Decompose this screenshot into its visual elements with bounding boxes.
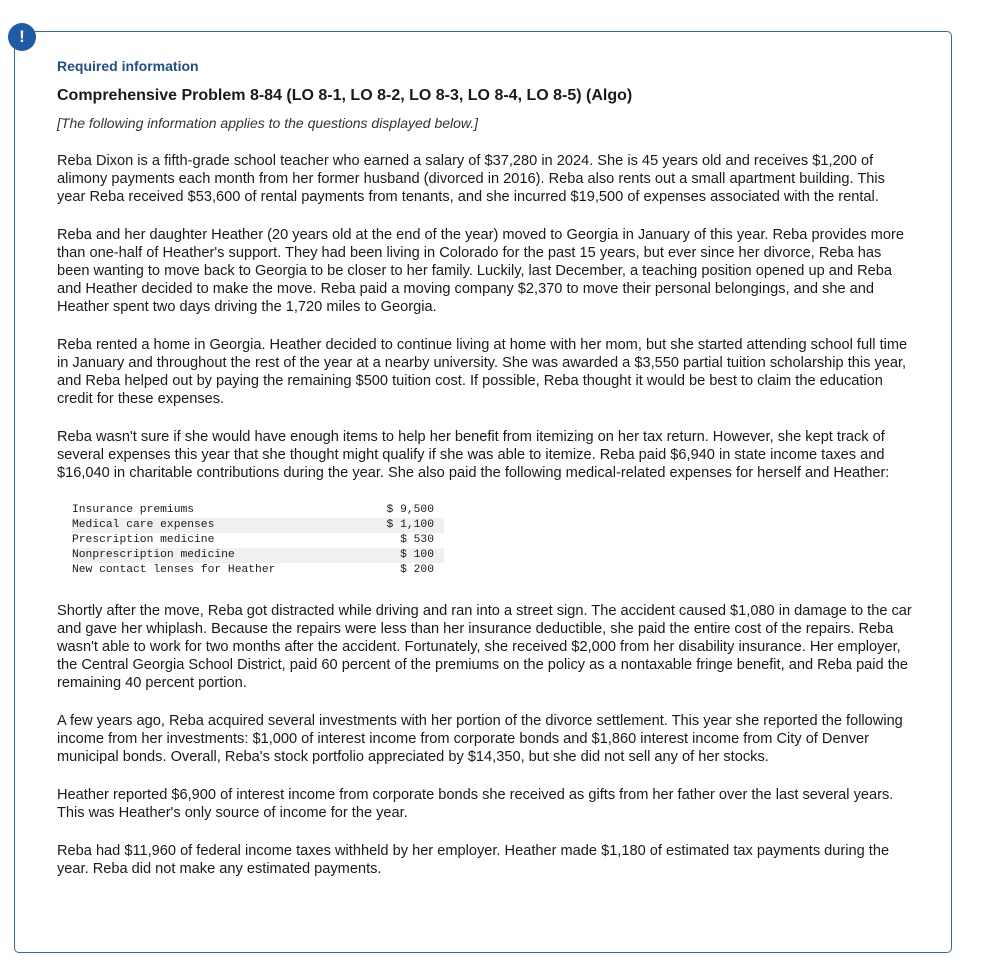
alert-icon: ! [8, 23, 36, 51]
expense-label: Prescription medicine [72, 534, 215, 546]
medical-expenses-table [72, 503, 444, 578]
paragraph-income: Reba Dixon is a fifth-grade school teacher who earned a salary of $37,280 in 2024. She is 45 years old and receives $1,200 of alimony payments each month from her former husband (divorced in 2016). Reba also rents out a small apartment building. This year Reba received $53,600 of rental payments from tenants, and she incurred $19,500 of expenses associated with the rental. [57, 153, 885, 205]
expense-label: Nonprescription medicine [72, 548, 360, 563]
table-row [72, 533, 444, 548]
required-information-heading: Required information [57, 58, 199, 74]
paragraph-itemizing: Reba wasn't sure if she would have enough items to help her benefit from itemizing on her tax return. However, she kept track of several expenses this year that she thought might qualify if she was able to itemize. Reba paid $6,940 in state income taxes and $16,040 in charitable contributions during the year. She also paid the following medical-related expenses for herself and Heather: [57, 429, 890, 481]
table-row [72, 503, 444, 518]
table-row [72, 563, 444, 578]
expense-amount: $ 9,500 [386, 504, 434, 516]
expense-label: Medical care expenses [72, 518, 360, 533]
paragraph-investments: A few years ago, Reba acquired several investments with her portion of the divorce settlement. This year she reported the following income from her investments: $1,000 of interest income from corporate bonds and $1,860 interest income from City of Denver municipal bonds. Overall, Reba's stock portfolio appreciated by $14,350, but she did not sell any of her stocks. [57, 713, 903, 765]
expense-amount: $ 1,100 [360, 518, 444, 533]
expense-label: New contact lenses for Heather [72, 564, 276, 576]
table-row [72, 518, 444, 533]
paragraph-heather-income: Heather reported $6,900 of interest income from corporate bonds she received as gifts from her father over the last several years. This was Heather's only source of income for the year. [57, 787, 894, 821]
expense-amount: $ 200 [400, 564, 434, 576]
panel-content [57, 57, 917, 878]
expense-label: Insurance premiums [72, 504, 195, 516]
paragraph-accident: Shortly after the move, Reba got distracted while driving and ran into a street sign. The accident caused $1,080 in damage to the car and gave her whiplash. Because the repairs were less than her insurance deductible, she paid the entire cost of the repairs. Reba wasn't able to work for two months after the accident. Fortunately, she received $2,000 from her disability insurance. Her employer, the Central Georgia School District, paid 60 percent of the premiums on the policy as a nontaxable fringe benefit, and Reba paid the remaining 40 percent portion. [57, 603, 912, 691]
required-information-panel [14, 31, 952, 953]
expense-amount: $ 100 [360, 548, 444, 563]
paragraph-withholding: Reba had $11,960 of federal income taxes withheld by her employer. Heather made $1,180 of estimated tax payments during the year. Reba did not make any estimated payments. [57, 843, 890, 877]
table-row [72, 548, 444, 563]
paragraph-move: Reba and her daughter Heather (20 years old at the end of the year) moved to Georgia in January of this year. Reba provides more than one-half of Heather's support. They had been living in Colorado for the past 15 years, but ever since her divorce, Reba has been wanting to move back to Georgia to be closer to her family. Luckily, last December, a teaching position opened up and Reba and Heather decided to make the move. Reba paid a moving company $2,370 to move their personal belongings, and she and Heather spent two days driving the 1,720 miles to Georgia. [57, 227, 904, 315]
applies-note: [The following information applies to the questions displayed below.] [57, 115, 479, 131]
expense-amount: $ 530 [400, 534, 434, 546]
paragraph-education: Reba rented a home in Georgia. Heather decided to continue living at home with her mom, but she started attending school full time in January and throughout the rest of the year at a nearby university. She was awarded a $3,550 partial tuition scholarship this year, and Reba helped out by paying the remaining $500 tuition cost. If possible, Reba thought it would be best to claim the education credit for these expenses. [57, 337, 908, 407]
problem-title: Comprehensive Problem 8-84 (LO 8-1, LO 8-2, LO 8-3, LO 8-4, LO 8-5) (Algo) [57, 87, 633, 104]
